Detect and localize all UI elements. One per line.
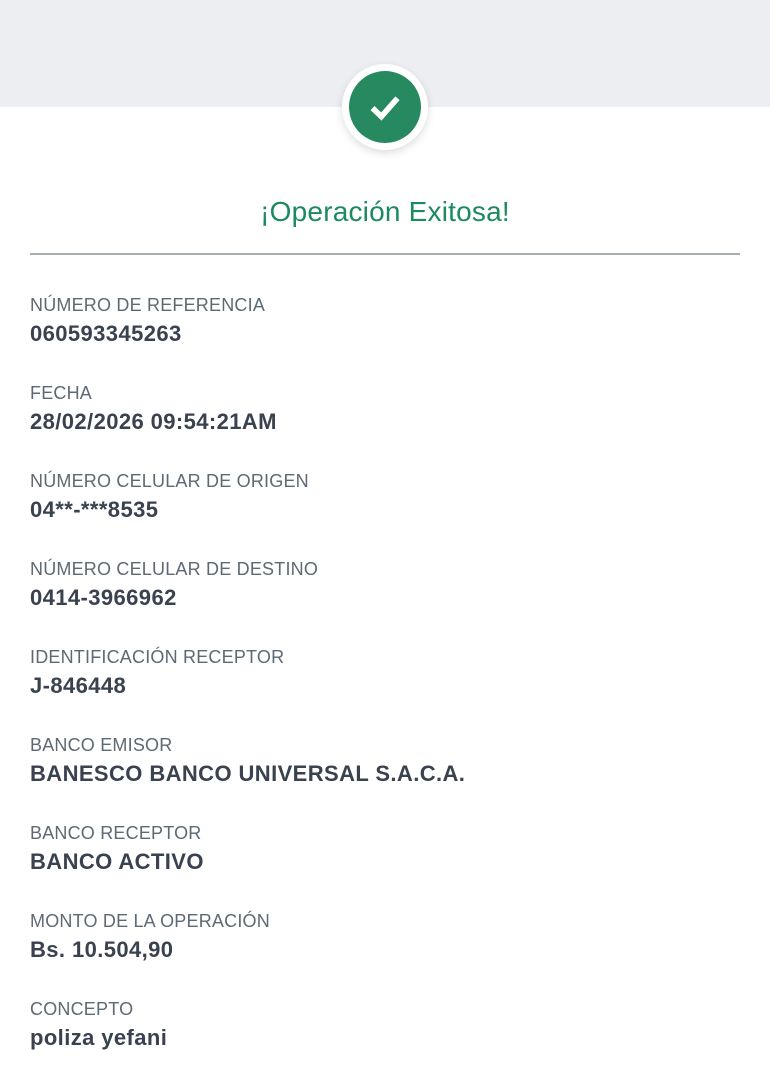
detail-field-value: 0414-3966962 [30,585,177,610]
detail-field-label: MONTO DE LA OPERACIÓN [30,911,270,931]
detail-field [30,291,740,349]
detail-field-value: BANESCO BANCO UNIVERSAL S.A.C.A. [30,761,466,786]
success-badge-ring [342,64,428,150]
detail-field-label: BANCO EMISOR [30,735,173,755]
success-check-icon [349,71,421,143]
detail-field-label: BANCO RECEPTOR [30,823,202,843]
detail-field-value: 04**-***8535 [30,497,159,522]
detail-field-label: FECHA [30,383,93,403]
detail-field-label: NÚMERO CELULAR DE ORIGEN [30,471,309,491]
success-badge [0,64,770,150]
transaction-details [0,255,770,1053]
detail-field-value: BANCO ACTIVO [30,849,204,874]
detail-field [30,907,740,965]
detail-field [30,555,740,613]
detail-field-value: Bs. 10.504,90 [30,937,174,962]
detail-field [30,379,740,437]
detail-field-label: IDENTIFICACIÓN RECEPTOR [30,647,285,667]
detail-field-value: J-846448 [30,673,127,698]
detail-field-label: NÚMERO DE REFERENCIA [30,295,266,315]
detail-field [30,731,740,789]
detail-field-value: 060593345263 [30,321,182,346]
page-title: ¡Operación Exitosa! [260,196,510,227]
detail-field [30,819,740,877]
detail-field [30,643,740,701]
detail-field-value: 28/02/2026 09:54:21AM [30,409,277,434]
detail-field [30,995,740,1053]
detail-field-label: NÚMERO CELULAR DE DESTINO [30,559,319,579]
detail-field-label: CONCEPTO [30,999,134,1019]
detail-field-value: poliza yefani [30,1025,168,1050]
detail-field [30,467,740,525]
